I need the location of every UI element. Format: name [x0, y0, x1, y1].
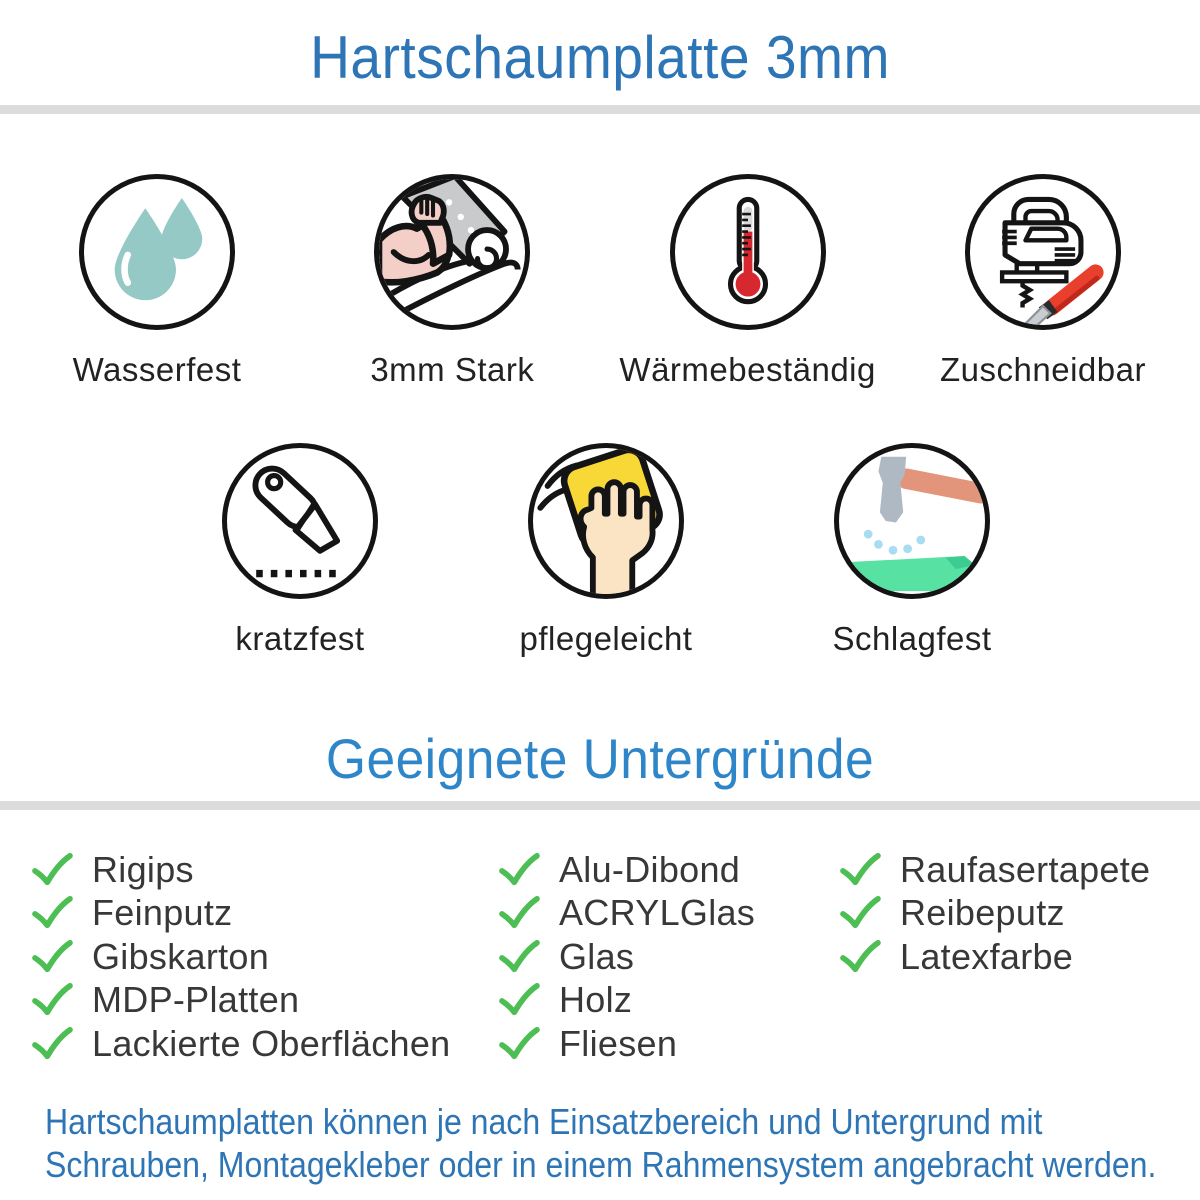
- list-item: [838, 935, 1150, 979]
- list-item: [497, 979, 755, 1023]
- checkmark-icon: [838, 940, 882, 974]
- list-item: [497, 848, 755, 892]
- list-item: [30, 892, 451, 936]
- hand-cloth-icon: [528, 443, 684, 599]
- feature-label: Wärmebeständig: [619, 351, 876, 389]
- feature-zuschneidbar: [904, 174, 1182, 389]
- divider-bar-middle: [0, 801, 1200, 810]
- checkmark-icon: [497, 940, 541, 974]
- checkmark-icon: [497, 853, 541, 887]
- section-title: Geeignete Untergründe: [325, 727, 875, 791]
- substrate-label: Latexfarbe: [900, 935, 1074, 977]
- water-drops-icon: [79, 174, 235, 330]
- footer-note: [45, 1100, 1157, 1186]
- substrate-label: Rigips: [92, 848, 194, 890]
- list-item: [497, 1022, 755, 1066]
- list-item: [838, 892, 1150, 936]
- checkmark-icon: [30, 983, 74, 1017]
- jigsaw-cutter-icon: [965, 174, 1121, 330]
- checkmark-icon: [30, 853, 74, 887]
- substrate-label: Alu-Dibond: [559, 848, 741, 890]
- substrate-label: Holz: [559, 979, 633, 1021]
- checkmark-icon: [497, 896, 541, 930]
- list-item: [30, 935, 451, 979]
- substrates-column-3: [838, 848, 1150, 979]
- substrate-label: Feinputz: [92, 892, 233, 934]
- checkmark-icon: [30, 1027, 74, 1061]
- substrate-label: Gibskarton: [92, 935, 270, 977]
- thermometer-icon: [670, 174, 826, 330]
- footer-line-1: Hartschaumplatten können je nach Einsatzbereich und Untergrund mit: [45, 1100, 1043, 1142]
- divider-bar-top: [0, 105, 1200, 114]
- substrate-label: Glas: [559, 935, 635, 977]
- features-row-1: [0, 174, 1200, 389]
- features-row-2: [0, 443, 1200, 658]
- checkmark-icon: [497, 983, 541, 1017]
- feature-kratzfest: [161, 443, 439, 658]
- feature-label: kratzfest: [235, 620, 365, 658]
- feature-schlagfest: [773, 443, 1051, 658]
- substrate-label: Fliesen: [559, 1023, 678, 1065]
- hammer-impact-icon: [834, 443, 990, 599]
- footer-line-2: Schrauben, Montagekleber oder in einem Rahmensystem angebracht werden.: [45, 1143, 1157, 1185]
- feature-label: Schlagfest: [832, 620, 992, 658]
- substrates-column-1: [30, 848, 451, 1066]
- substrates-list: [0, 848, 1200, 1070]
- muscle-arm-roll-icon: [374, 174, 530, 330]
- feature-waermebestaendig: [609, 174, 887, 389]
- substrate-label: Lackierte Oberflächen: [92, 1023, 451, 1065]
- feature-label: pflegeleicht: [519, 620, 693, 658]
- feature-3mm-stark: [313, 174, 591, 389]
- feature-wasserfest: [18, 174, 296, 389]
- feature-pflegeleicht: [467, 443, 745, 658]
- list-item: [838, 848, 1150, 892]
- substrate-label: MDP-Platten: [92, 979, 300, 1021]
- checkmark-icon: [838, 896, 882, 930]
- checkmark-icon: [30, 940, 74, 974]
- substrates-column-2: [497, 848, 755, 1066]
- list-item: [497, 935, 755, 979]
- feature-label: Wasserfest: [72, 351, 242, 389]
- substrate-label: ACRYLGlas: [559, 892, 756, 934]
- checkmark-icon: [30, 896, 74, 930]
- feature-label: Zuschneidbar: [940, 351, 1146, 389]
- checkmark-icon: [838, 853, 882, 887]
- feature-label: 3mm Stark: [370, 351, 535, 389]
- page-title: Hartschaumplatte 3mm: [310, 24, 890, 91]
- utility-knife-icon: [222, 443, 378, 599]
- list-item: [497, 892, 755, 936]
- list-item: [30, 848, 451, 892]
- list-item: [30, 1022, 451, 1066]
- substrate-label: Reibeputz: [900, 892, 1065, 934]
- substrate-label: Raufasertapete: [900, 848, 1151, 890]
- list-item: [30, 979, 451, 1023]
- checkmark-icon: [497, 1027, 541, 1061]
